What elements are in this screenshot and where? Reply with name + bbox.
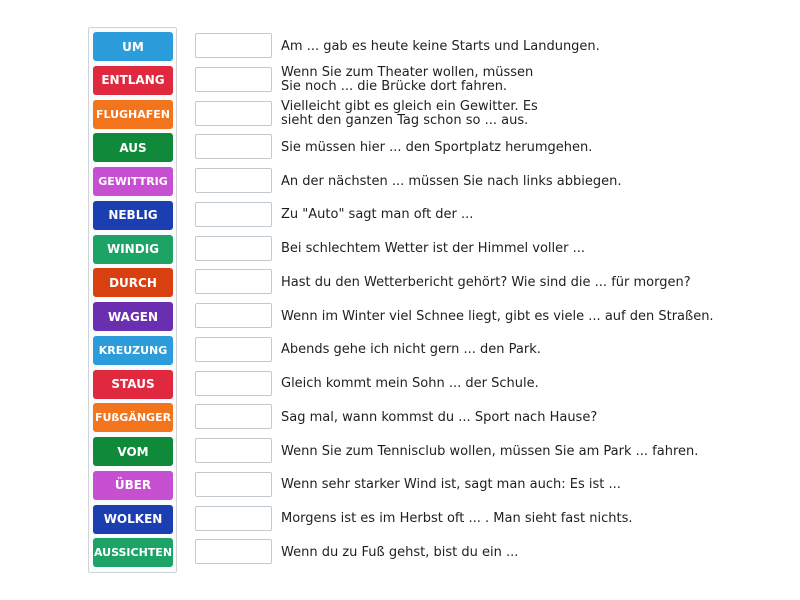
drop-slot[interactable] <box>195 539 272 564</box>
drop-slot[interactable] <box>195 168 272 193</box>
word-tile-vom[interactable]: VOM <box>93 437 173 466</box>
sentence-row <box>195 66 795 95</box>
sentence-text: Wenn Sie zum Theater wollen, müssen Sie noch ... die Brücke dort fahren. <box>281 64 534 94</box>
drop-slot[interactable] <box>195 67 272 92</box>
word-tile-windig[interactable]: WINDIG <box>93 235 173 264</box>
word-tile-aus[interactable]: AUS <box>93 133 173 162</box>
word-tile-ueber[interactable]: ÜBER <box>93 471 173 500</box>
sentence-row <box>195 471 795 500</box>
drop-slot[interactable] <box>195 269 272 294</box>
sentence-row <box>195 100 795 129</box>
word-tile-aussichten[interactable]: AUSSICHTEN <box>93 538 173 567</box>
drop-slot[interactable] <box>195 506 272 531</box>
drop-slot[interactable] <box>195 337 272 362</box>
sentence-row <box>195 370 795 399</box>
word-tile-durch[interactable]: DURCH <box>93 268 173 297</box>
sentence-row <box>195 133 795 162</box>
sentence-text: Sag mal, wann kommst du ... Sport nach Hause? <box>281 409 598 425</box>
sentence-text: Bei schlechtem Wetter ist der Himmel voller ... <box>281 241 586 256</box>
sentence-text: Vielleicht gibt es gleich ein Gewitter. Es sieht den ganzen Tag schon so ... aus. <box>281 98 538 128</box>
sentence-text: Wenn im Winter viel Schnee liegt, gibt es viele ... auf den Straßen. <box>281 308 714 324</box>
word-tile-staus[interactable]: STAUS <box>93 370 173 399</box>
word-tile-gewittrig[interactable]: GEWITTRIG <box>93 167 173 196</box>
word-tile-kreuzung[interactable]: KREUZUNG <box>93 336 173 365</box>
word-tile-entlang[interactable]: ENTLANG <box>93 66 173 95</box>
word-tile-wagen[interactable]: WAGEN <box>93 302 173 331</box>
sentence-row <box>195 437 795 466</box>
sentence-text: Sie müssen hier ... den Sportplatz herumgehen. <box>281 139 593 155</box>
sentence-row <box>195 32 795 61</box>
sentence-row <box>195 201 795 230</box>
sentence-text: Hast du den Wetterbericht gehört? Wie sind die ... für morgen? <box>281 274 691 290</box>
word-tile-wolken[interactable]: WOLKEN <box>93 505 173 534</box>
sentence-text: An der nächsten ... müssen Sie nach links abbiegen. <box>281 173 622 189</box>
sentence-text: Wenn sehr starker Wind ist, sagt man auch: Es ist ... <box>281 477 621 493</box>
drop-slot[interactable] <box>195 438 272 463</box>
drop-slot[interactable] <box>195 134 272 159</box>
sentence-text: Zu "Auto" sagt man oft der ... <box>281 207 474 223</box>
drop-slot[interactable] <box>195 202 272 227</box>
sentence-row <box>195 538 795 567</box>
sentence-row <box>195 336 795 365</box>
sentence-text: Gleich kommt mein Sohn ... der Schule. <box>281 376 539 391</box>
sentence-text: Wenn Sie zum Tennisclub wollen, müssen Sie am Park ... fahren. <box>281 443 699 459</box>
word-tile-flughafen[interactable]: FLUGHAFEN <box>93 100 173 129</box>
drop-slot[interactable] <box>195 404 272 429</box>
sentence-text: Abends gehe ich nicht gern ... den Park. <box>281 342 541 358</box>
sentence-row <box>195 268 795 297</box>
word-bank <box>88 27 177 573</box>
word-tile-fussgaenger[interactable]: FUßGÄNGER <box>93 403 173 432</box>
drop-slot[interactable] <box>195 236 272 261</box>
drop-slot[interactable] <box>195 33 272 58</box>
word-tile-um[interactable]: UM <box>93 32 173 61</box>
drop-slot[interactable] <box>195 303 272 328</box>
drop-slot[interactable] <box>195 472 272 497</box>
word-tile-neblig[interactable]: NEBLIG <box>93 201 173 230</box>
drop-slot[interactable] <box>195 371 272 396</box>
sentence-text: Morgens ist es im Herbst oft ... . Man sieht fast nichts. <box>281 511 633 526</box>
sentence-row <box>195 505 795 534</box>
sentence-row <box>195 167 795 196</box>
sentence-text: Am ... gab es heute keine Starts und Landungen. <box>281 38 600 54</box>
sentence-row <box>195 403 795 432</box>
drop-slot[interactable] <box>195 101 272 126</box>
sentence-text: Wenn du zu Fuß gehst, bist du ein ... <box>281 544 519 560</box>
sentence-row <box>195 302 795 331</box>
sentence-row <box>195 235 795 264</box>
